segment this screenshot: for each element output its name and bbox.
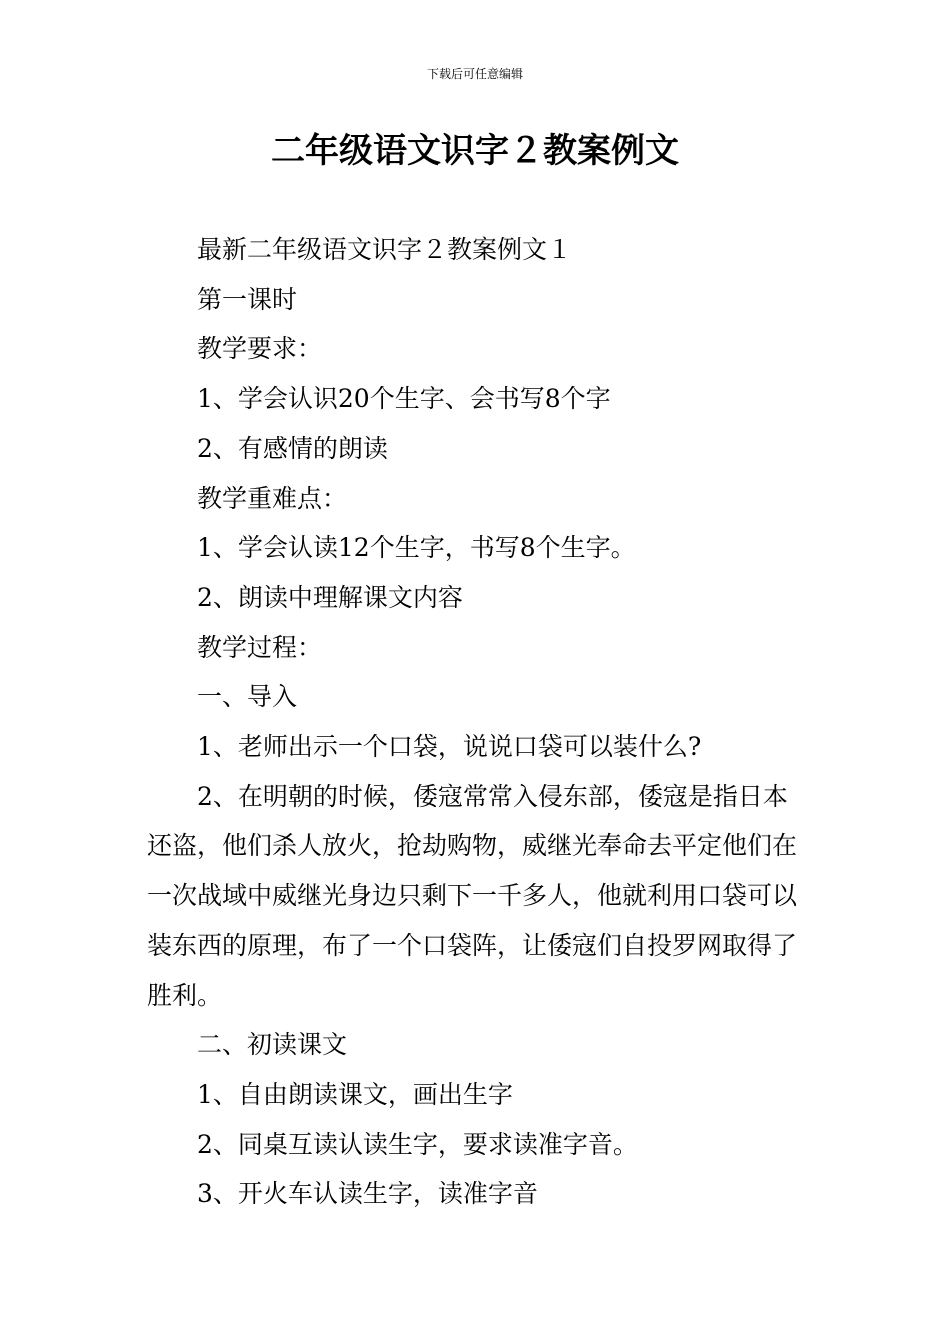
paragraph-key-point-2: 2、朗读中理解课文内容	[197, 582, 463, 612]
paragraph-intro-step-1: 1、老师出示一个口袋，说说口袋可以装什么?	[197, 732, 702, 762]
paragraph-reading-step-1: 1、自由朗读课文，画出生字	[197, 1079, 513, 1109]
paragraph-intro-step-2: 2、在明朝的时候，倭寇常常入侵东部，倭寇是指日本还盗，他们杀人放火，抢劫购物，威继光奉命去平定他们在一次战域中威继光身边只剩下一千多人，他就利用口袋可以装东西的原理，布了一个口袋阵，让倭寇们自投罗网取得了胜利。	[147, 781, 798, 1010]
paragraph-requirement-1: 1、学会认识20个生字、会书写8个字	[197, 384, 611, 414]
paragraph-key-points-heading: 教学重难点：	[197, 483, 348, 513]
paragraph-reading-step-3: 3、开火车认读生字，读准字音	[197, 1179, 538, 1209]
document-title: 二年级语文识字２教案例文	[271, 131, 679, 171]
paragraph-lesson-period: 第一课时	[197, 284, 298, 314]
header-note: 下载后可任意编辑	[426, 67, 523, 81]
paragraph-requirement-2: 2、有感情的朗读	[197, 433, 388, 463]
paragraph-subtitle: 最新二年级语文识字２教案例文１	[197, 235, 573, 264]
paragraph-section-first-reading: 二、初读课文	[197, 1030, 348, 1060]
paragraph-section-introduction: 一、导入	[197, 682, 298, 712]
paragraph-key-point-1: 1、学会认读12个生字，书写8个生字。	[197, 533, 636, 563]
paragraph-teaching-requirements-heading: 教学要求：	[197, 334, 323, 364]
paragraph-process-heading: 教学过程：	[197, 632, 323, 662]
document-body	[147, 225, 807, 1219]
paragraph-reading-step-2: 2、同桌互读认读生字，要求读准字音。	[197, 1129, 638, 1159]
